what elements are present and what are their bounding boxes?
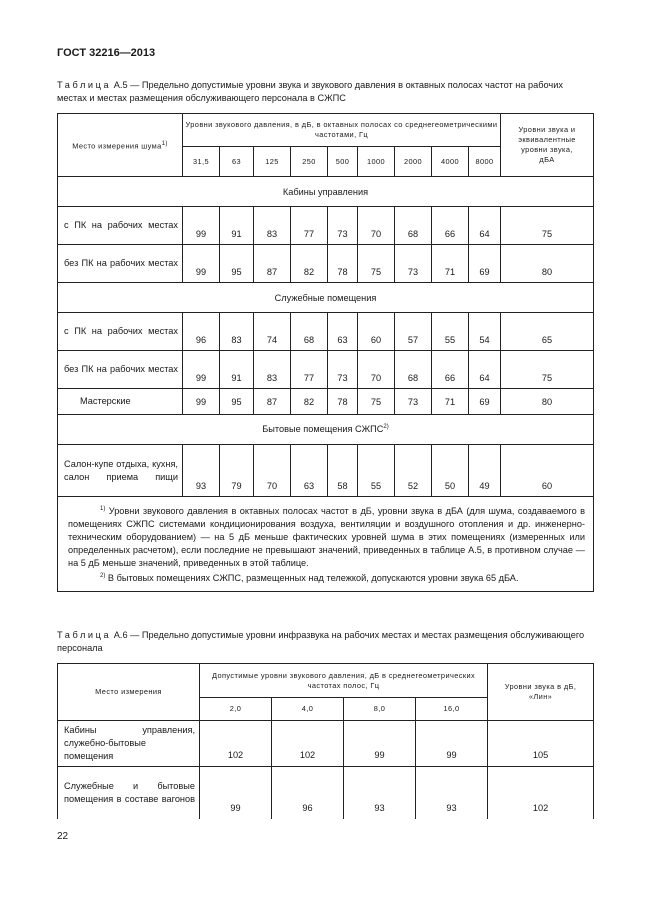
table5-value: 68 (291, 313, 328, 351)
table5-value: 77 (291, 207, 328, 245)
table5-value: 99 (183, 245, 220, 283)
table5-freq-header: 8000 (469, 147, 501, 177)
table5-caption (57, 79, 593, 105)
table5-value: 75 (358, 245, 395, 283)
table5-value: 63 (291, 445, 328, 497)
table5-caption-label: Таблица (57, 80, 112, 90)
table5-value: 87 (254, 245, 291, 283)
table5-caption-text: А.5 — Предельно допустимые уровни звука и звукового давления в октавных полосах частот на рабочих местах и местах размещения обслуживающего персонала в СЖПС (57, 80, 563, 103)
table6-value: 102 (272, 721, 344, 767)
table5-value: 82 (291, 389, 328, 415)
table5-row-place: с ПК на рабочих местах (58, 207, 183, 245)
table6-value: 93 (344, 767, 416, 819)
document-header: ГОСТ 32216—2013 (57, 47, 156, 59)
table-a5 (57, 113, 594, 592)
table5-freq-header: 250 (291, 147, 328, 177)
table5-value: 68 (395, 351, 432, 389)
table5-value: 83 (254, 351, 291, 389)
table6-caption-label: Таблица (57, 630, 112, 640)
table5-value: 70 (358, 351, 395, 389)
table5-value: 71 (432, 389, 469, 415)
page-number: 22 (57, 831, 69, 842)
table5-row-place: с ПК на рабочих местах (58, 313, 183, 351)
table5-header-levels: Уровни звукового давления, в дБ, в октавных полосах со среднегеометрическими частотами, Гц (183, 114, 501, 147)
table5-value: 66 (432, 351, 469, 389)
table6-header-place: Место измерения (58, 664, 200, 721)
table6-caption (57, 629, 593, 655)
table5-header-equiv: Уровни звука и эквивалентные уровни звука, дБА (501, 114, 594, 177)
table5-value: 55 (358, 445, 395, 497)
table5-value: 87 (254, 389, 291, 415)
table6-header-levels: Допустимые уровни звукового давления, дБ в среднегеометрических частотах полос, Гц (200, 664, 488, 698)
table5-value: 75 (358, 389, 395, 415)
table5-value: 63 (328, 313, 358, 351)
table5-equiv-value: 80 (501, 245, 594, 283)
table-row (58, 313, 594, 351)
table6-value: 102 (200, 721, 272, 767)
table5-note-2: $^{2)}$ В бытовых помещениях СЖПС, размещенных над тележкой, допускаются уровни звука 65 дБА. (100, 573, 519, 584)
table5-header-place: Место измерения шума$^{1)}$ (58, 114, 183, 177)
table5-value: 82 (291, 245, 328, 283)
table5-value: 96 (183, 313, 220, 351)
table5-value: 64 (469, 207, 501, 245)
table-a6 (57, 663, 594, 819)
table5-value: 50 (432, 445, 469, 497)
table6-value: 93 (416, 767, 488, 819)
table5-notes (58, 497, 594, 592)
table6-row-place: Служебные и бытовые помещения в составе вагонов (58, 767, 200, 819)
table5-freq-header: 2000 (395, 147, 432, 177)
table5-value: 69 (469, 245, 501, 283)
table5-equiv-value: 65 (501, 313, 594, 351)
table5-freq-header: 63 (220, 147, 254, 177)
table5-value: 73 (328, 207, 358, 245)
table6-equiv-value: 105 (488, 721, 594, 767)
table5-value: 58 (328, 445, 358, 497)
table5-value: 95 (220, 245, 254, 283)
table5-value: 91 (220, 207, 254, 245)
table5-equiv-value: 75 (501, 351, 594, 389)
table6-freq-header: 2,0 (200, 698, 272, 721)
table5-value: 57 (395, 313, 432, 351)
table5-freq-header: 31,5 (183, 147, 220, 177)
table5-section-title: Бытовые помещения СЖПС$^{2)}$ (58, 415, 594, 445)
table5-value: 73 (328, 351, 358, 389)
table5-equiv-value: 60 (501, 445, 594, 497)
table5-value: 60 (358, 313, 395, 351)
table-row (58, 721, 594, 767)
table5-value: 99 (183, 351, 220, 389)
table6-freq-header: 8,0 (344, 698, 416, 721)
table-row (58, 207, 594, 245)
table5-value: 83 (220, 313, 254, 351)
table6-freq-header: 4,0 (272, 698, 344, 721)
table5-equiv-value: 80 (501, 389, 594, 415)
table6-value: 99 (344, 721, 416, 767)
table5-value: 77 (291, 351, 328, 389)
table6-header-equiv: Уровни звука в дБ, «Лин» (488, 664, 594, 721)
table5-value: 64 (469, 351, 501, 389)
table5-value: 79 (220, 445, 254, 497)
table6-value: 99 (416, 721, 488, 767)
table5-value: 70 (358, 207, 395, 245)
table6-equiv-value: 102 (488, 767, 594, 819)
table5-equiv-value: 75 (501, 207, 594, 245)
table5-value: 68 (395, 207, 432, 245)
table5-value: 49 (469, 445, 501, 497)
table5-row-place: Мастерские (58, 389, 183, 415)
table-row (58, 351, 594, 389)
table5-value: 99 (183, 389, 220, 415)
table5-note-1: $^{1)}$ Уровни звукового давления в октавных полосах частот в дБ, уровни звука в дБА (для шума, создаваемого в помещениях СЖПС системами кондиционирования воздуха, вентиляции и воздушного отопления и др. инженерно-техническим оборудованием) — на 5 дБ меньше фактических уровней шума в этих помещениях (измеренных или определенных расчетом), если последние не превышают значений, приведенных в таблице А.5, в противном случае — на 5 дБ меньше значений, приведенных в этой таблице. (68, 506, 585, 569)
table-row (58, 245, 594, 283)
table6-value: 96 (272, 767, 344, 819)
table6-value: 99 (200, 767, 272, 819)
table5-value: 69 (469, 389, 501, 415)
table5-value: 73 (395, 245, 432, 283)
table5-value: 54 (469, 313, 501, 351)
table-row (58, 767, 594, 819)
table6-caption-text: А.6 — Предельно допустимые уровни инфразвука на рабочих местах и местах размещения обслуживающего персонала (57, 630, 585, 653)
table6-row-place: Кабины управления, служебно-бытовые помещения (58, 721, 200, 767)
table5-freq-header: 1000 (358, 147, 395, 177)
table5-value: 74 (254, 313, 291, 351)
table5-value: 70 (254, 445, 291, 497)
table5-value: 73 (395, 389, 432, 415)
table-row (58, 445, 594, 497)
table5-value: 52 (395, 445, 432, 497)
table5-value: 93 (183, 445, 220, 497)
table5-value: 66 (432, 207, 469, 245)
table5-value: 91 (220, 351, 254, 389)
table5-value: 83 (254, 207, 291, 245)
table6-freq-header: 16,0 (416, 698, 488, 721)
table5-section-title: Кабины управления (58, 177, 594, 207)
table5-row-place: без ПК на рабочих местах (58, 245, 183, 283)
table5-row-place: Салон-купе отдыха, кухня, салон приема пищи (58, 445, 183, 497)
table-row (58, 389, 594, 415)
table5-section-title: Служебные помещения (58, 283, 594, 313)
table5-value: 55 (432, 313, 469, 351)
table5-value: 99 (183, 207, 220, 245)
table5-freq-header: 125 (254, 147, 291, 177)
table5-freq-header: 4000 (432, 147, 469, 177)
table5-value: 95 (220, 389, 254, 415)
table5-freq-header: 500 (328, 147, 358, 177)
table5-value: 71 (432, 245, 469, 283)
table5-value: 78 (328, 389, 358, 415)
table5-value: 78 (328, 245, 358, 283)
table5-row-place: без ПК на рабочих местах (58, 351, 183, 389)
